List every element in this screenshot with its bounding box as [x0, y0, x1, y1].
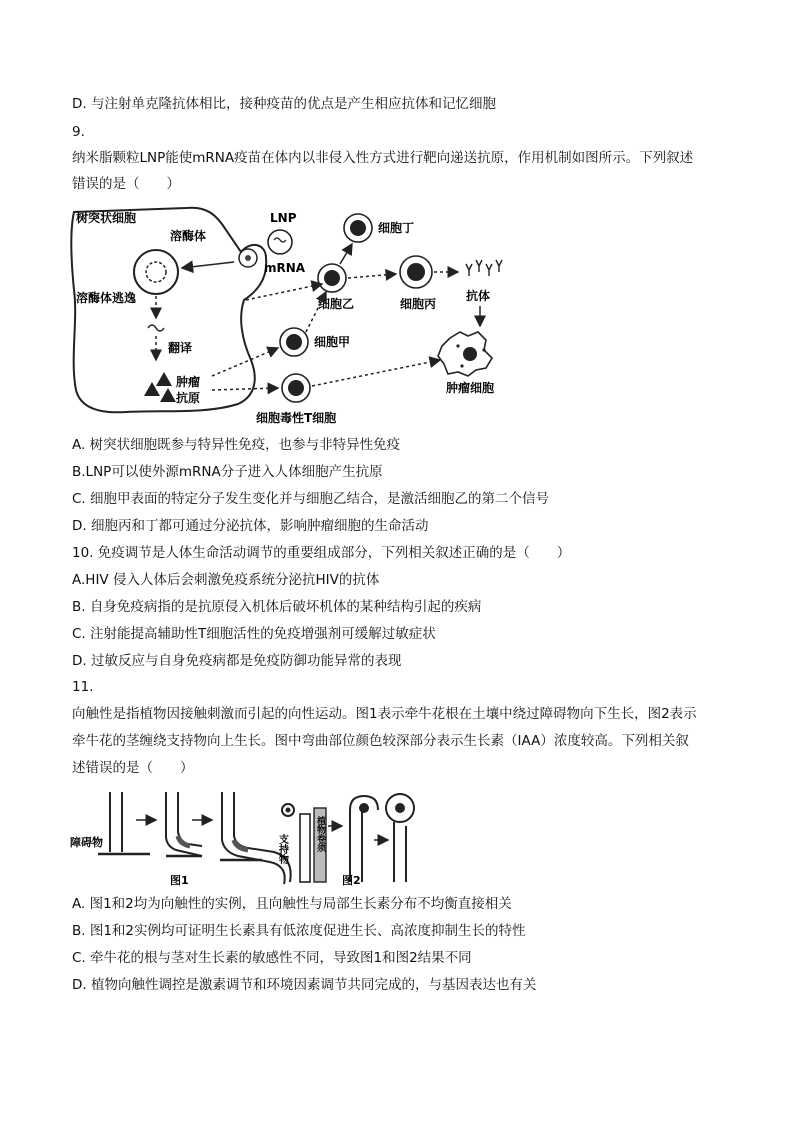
q10-stem: 10. 免疫调节是人体生命活动调节的重要组成部分，下列相关叙述正确的是（ ） [72, 545, 571, 561]
q9-option-a: A. 树突状细胞既参与特异性免疫，也参与非特异性免疫 [72, 437, 401, 453]
lysosome-label: 溶酶体 [170, 229, 207, 243]
q11-stem-line1: 向触性是指植物因接触刺激而引起的向性运动。图1表示牵牛花根在土壤中绕过障碍物向下生长，图2表示 [72, 706, 697, 722]
q10-option-a: A.HIV 侵入人体后会刺激免疫系统分泌抗HIV的抗体 [72, 572, 380, 588]
q11-option-b: B. 图1和2实例均可证明生长素具有低浓度促进生长、高浓度抑制生长的特性 [72, 923, 526, 939]
lysosome-escape-label: 溶酶体逃逸 [76, 291, 137, 305]
q10-option-d: D. 过敏反应与自身免疫病都是免疫防御功能异常的表现 [72, 653, 402, 669]
obstacle-label: 障碍物 [70, 836, 103, 849]
mrna-label: mRNA [264, 261, 306, 275]
q9-option-d: D. 细胞丙和丁都可通过分泌抗体，影响肿瘤细胞的生命活动 [72, 518, 429, 534]
plant-tendril-label: 植物卷须 [315, 816, 325, 852]
tumor-antigen-label-1: 肿瘤 [176, 375, 201, 389]
cell-bing-label: 细胞丙 [400, 297, 437, 311]
fig1-root-stages [110, 792, 291, 884]
lnp-particle [268, 230, 292, 254]
antibody-label: 抗体 [466, 289, 491, 303]
prev-question-option-d: D. 与注射单克隆抗体相比，接种疫苗的优点是产生相应抗体和记忆细胞 [72, 96, 496, 112]
fig1-label: 图1 [170, 874, 189, 887]
q9-stem-line2: 错误的是（ ） [72, 176, 180, 192]
q11-option-a: A. 图1和2均为向触性的实例，且向触性与局部生长素分布不均衡直接相关 [72, 896, 512, 912]
support-pole [300, 814, 310, 882]
tumor-antigen-label-2: 抗原 [176, 391, 201, 405]
q11-option-c: C. 牵牛花的根与茎对生长素的敏感性不同，导致图1和图2结果不同 [72, 950, 472, 966]
q9-number: 9. [72, 124, 85, 140]
q9-stem-line1: 纳米脂颗粒LNP能使mRNA疫苗在体内以非侵入性方式进行靶向递送抗原，作用机制如图所示。下列叙述 [72, 150, 694, 166]
q11-stem-line3: 述错误的是（ ） [72, 760, 194, 776]
q10-option-c: C. 注射能提高辅助性T细胞活性的免疫增强剂可缓解过敏症状 [72, 626, 436, 642]
dendritic-cell-label: 树突状细胞 [76, 211, 137, 225]
lnp-label: LNP [270, 211, 297, 225]
fig2-label: 图2 [342, 874, 361, 887]
q11-tropism-figure [70, 786, 420, 890]
q11-stem-line2: 牵牛花的茎缠绕支持物向上生长。图中弯曲部位颜色较深部分表示生长素（IAA）浓度较高。下列相关叙 [72, 733, 689, 749]
q9-option-b: B.LNP可以使外源mRNA分子进入人体细胞产生抗原 [72, 464, 383, 480]
translation-label: 翻译 [168, 341, 193, 355]
q9-immune-mechanism-figure [66, 200, 506, 432]
q11-number: 11. [72, 679, 94, 695]
q10-option-b: B. 自身免疫病指的是抗原侵入机体后破坏机体的某种结构引起的疾病 [72, 599, 482, 615]
support-label: 支持物 [276, 834, 288, 864]
cell-yi-label: 细胞乙 [318, 297, 355, 311]
cytotoxic-t-cell-label: 细胞毒性T细胞 [256, 411, 337, 425]
antibody-symbols [466, 260, 502, 276]
q11-option-d: D. 植物向触性调控是激素调节和环境因素调节共同完成的，与基因表达也有关 [72, 977, 537, 993]
tumor-cell-label: 肿瘤细胞 [446, 381, 495, 395]
lysosome-shape [134, 250, 178, 294]
cell-ding-label: 细胞丁 [378, 221, 415, 235]
q9-option-c: C. 细胞甲表面的特定分子发生变化并与细胞乙结合，是激活细胞乙的第二个信号 [72, 491, 550, 507]
cell-jia-label: 细胞甲 [314, 335, 351, 349]
